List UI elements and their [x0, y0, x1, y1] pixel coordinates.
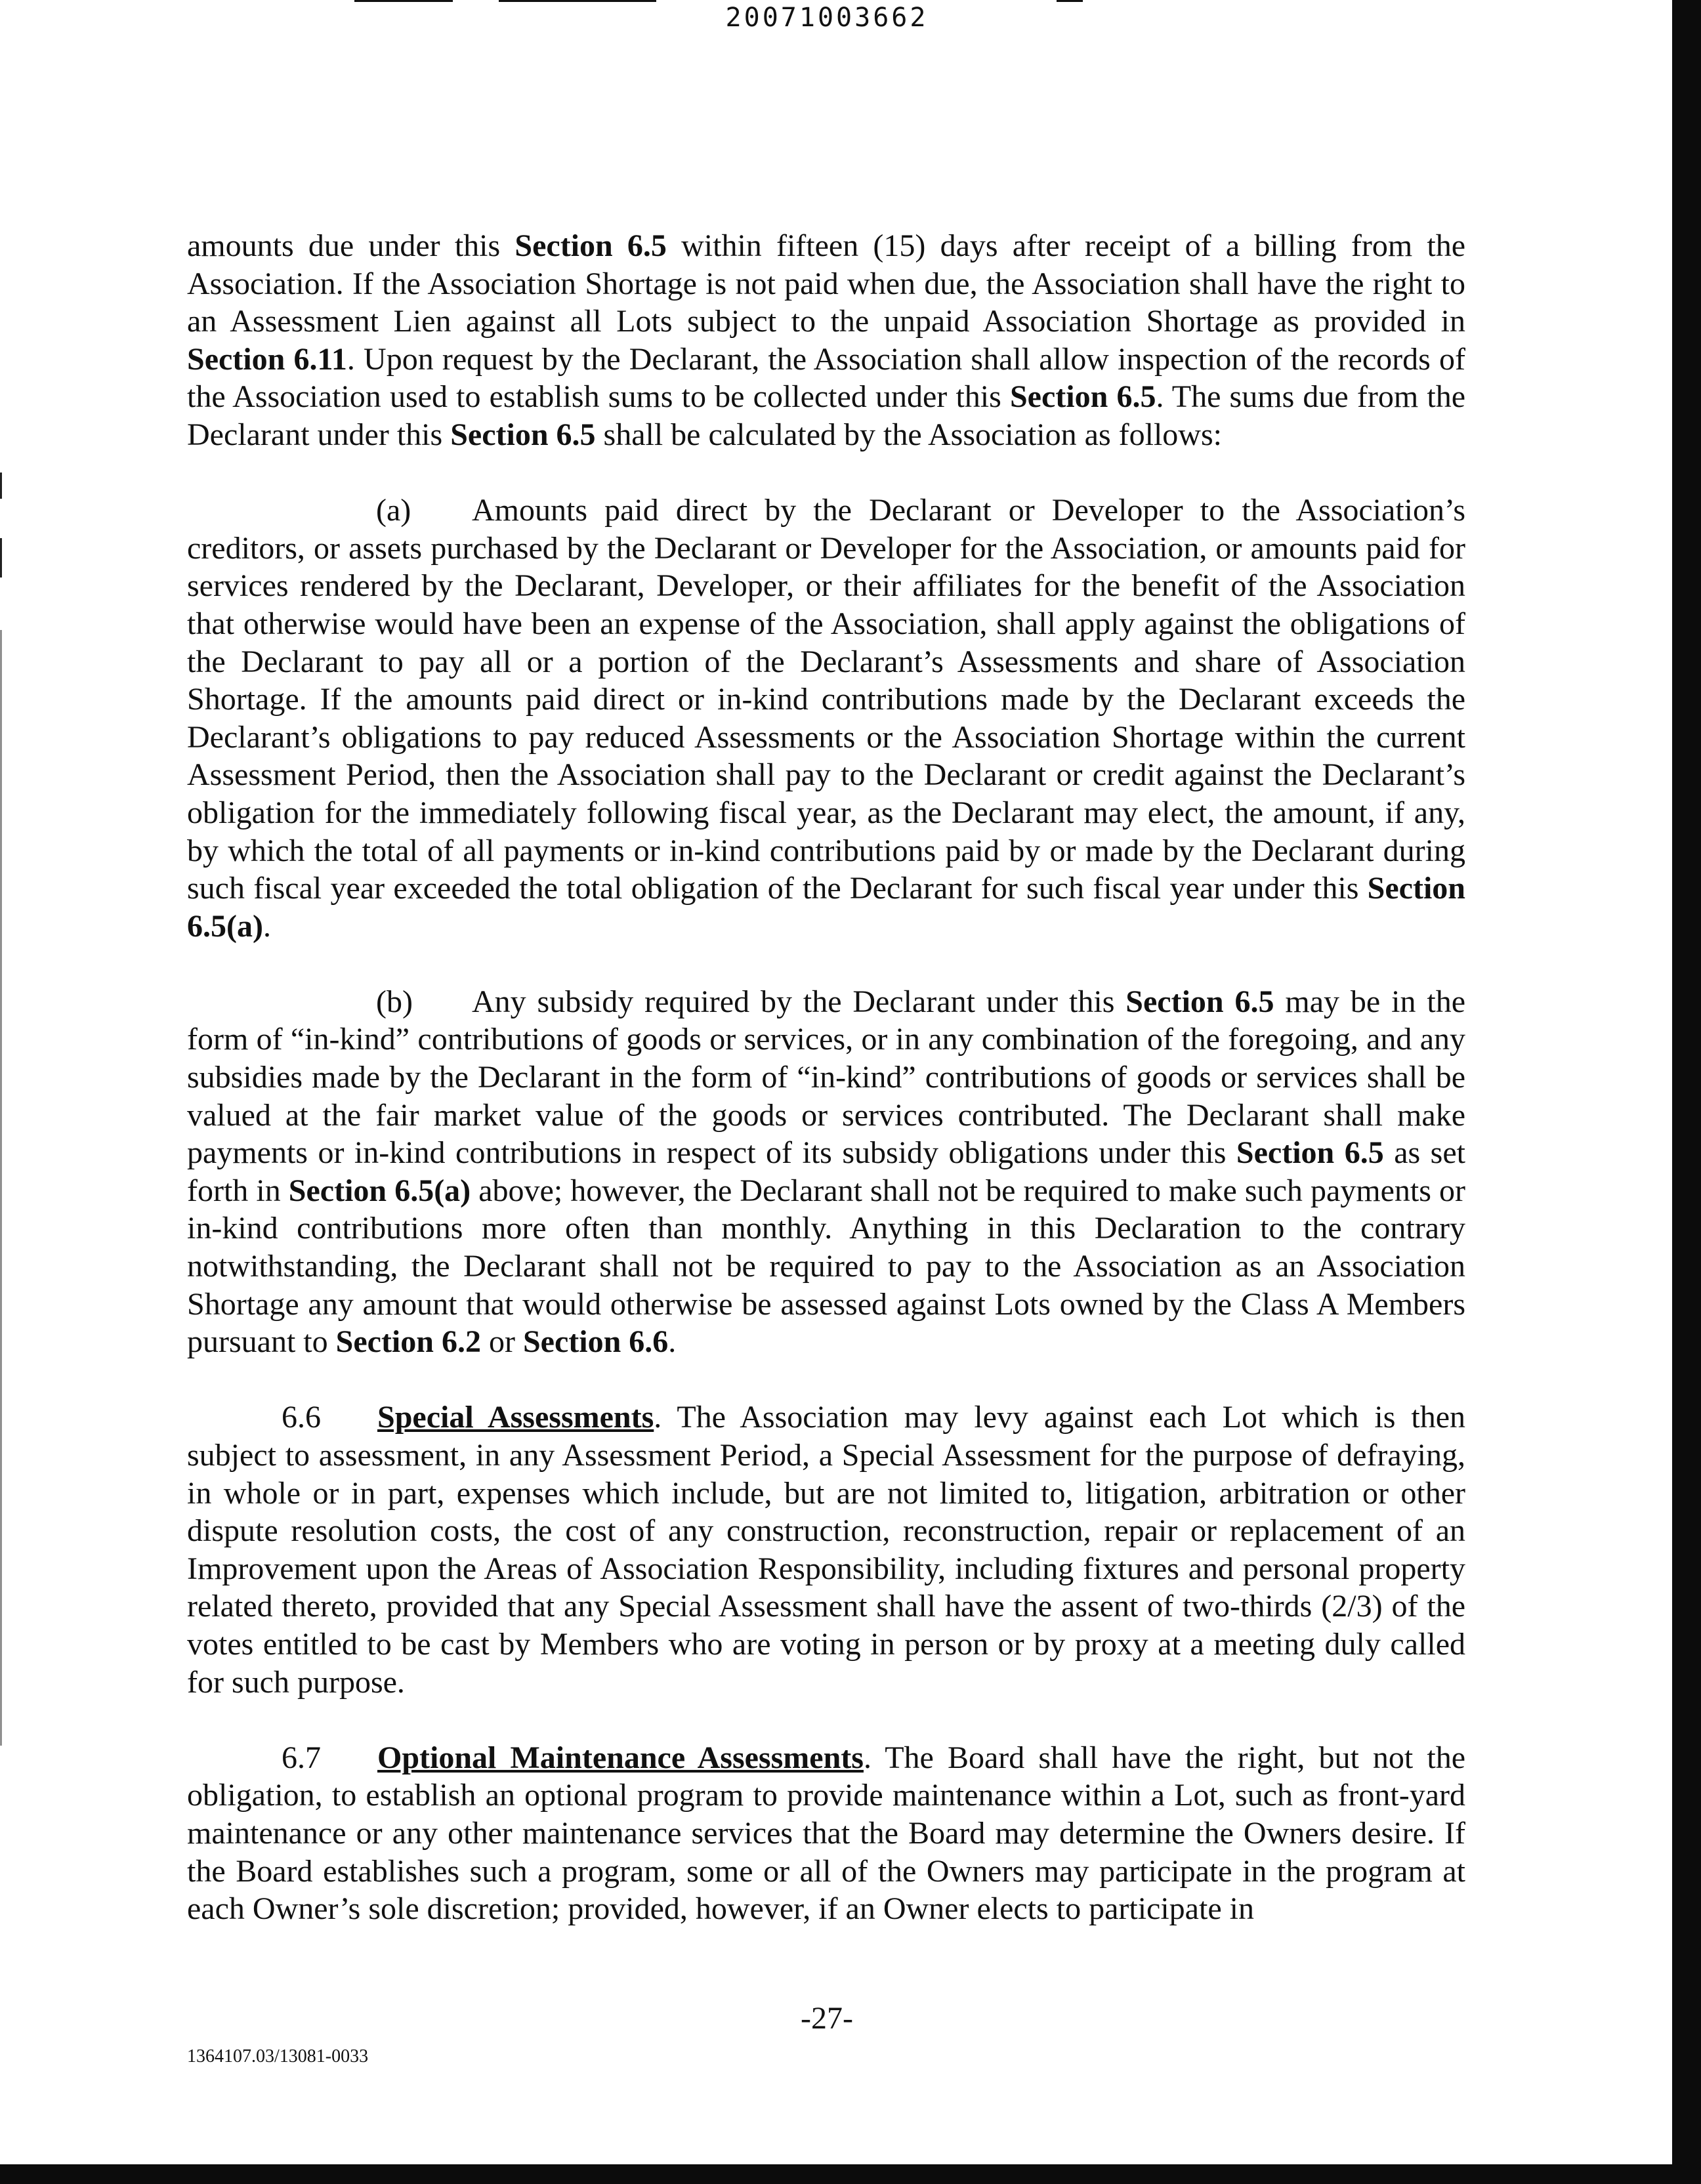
scan-bottom-border [0, 2164, 1701, 2184]
text-run: Any subsidy required by the Declarant under this [472, 984, 1126, 1019]
text-run: above; however, the Declarant shall not be required to make such payments or in-kind contributions more often than monthly. Anything in this Declaration to the contrary notwithstanding, the Declarant shall not be required to pay to the Association as an Association Shortage any amount that would otherwise be assessed against Lots owned by the Class A Members pursuant to [187, 1173, 1466, 1360]
section-reference: Section 6.5(a) [288, 1173, 471, 1208]
text-run: . [262, 908, 271, 944]
section-reference: Section 6.11 [187, 341, 347, 377]
scan-edge-mark [0, 472, 2, 499]
scan-artifact [499, 0, 656, 2]
section-reference: Section 6.6 [522, 1324, 669, 1360]
paragraph-b-text [187, 984, 1465, 1359]
section-6-7-number: 6.7 [282, 1740, 321, 1775]
section-6-6-heading: Special Assessments [377, 1400, 654, 1435]
section-reference: Section 6.5 [514, 228, 667, 263]
text-run: amounts due under this [187, 228, 515, 263]
section-reference: Section 6.5 [1125, 984, 1274, 1019]
section-6-7 [187, 1739, 1465, 1928]
section-reference: Section 6.5 [1009, 379, 1156, 415]
page-number: -27- [801, 2001, 853, 2036]
section-6-7-heading: Optional Maintenance Assessments [377, 1740, 864, 1775]
text-run: . The Board shall have the right, but not the obligation, to establish an optional program to provide maintenance within a Lot, such as front-yard maintenance or any other maintenance services that the Board may determine the Owners desire. If the Board establishes such a program, some or all of the Owners may participate in the program at each Owner’s sole discretion; provided, however, if an Owner elects to participate in [187, 1740, 1466, 1927]
section-reference: Section 6.2 [335, 1324, 481, 1360]
paragraph-a [187, 492, 1465, 945]
text-run: . The Association may levy against each Lot which is then subject to assessment, in any Assessment Period, a Special Assessment for the purpose of defraying, in whole or in part, expenses which include, but are not limited to, litigation, arbitration or other dispute resolution costs, the cost of any construction, reconstruction, repair or replacement of an Improvement upon the Areas of Association Responsibility, including fixtures and personal property related thereto, provided that any Special Assessment shall have the assent of two-thirds (2/3) of the votes entitled to be cast by Members who are voting in person or by proxy at a meeting duly called for such purpose. [187, 1400, 1465, 1700]
scan-artifact [1057, 0, 1083, 2]
recording-number: 20071003662 [725, 3, 929, 33]
text-run: . [668, 1324, 677, 1360]
text-run: shall be calculated by the Association as follows: [595, 417, 1222, 452]
text-run: within fifteen (15) days after receipt of a billing from the Association. If the Association Shortage is not paid when due, the Association shall have the right to an Assessment Lien against all Lots subject to the unpaid Association Shortage as provided in [187, 228, 1465, 339]
text-run: as set forth in [187, 1135, 1465, 1208]
scan-artifact [354, 0, 453, 2]
scan-edge-mark [0, 630, 2, 1746]
text-run: may be in the form of “in-kind” contributions of goods or services, or in any combination of the foregoing, and any subsidies made by the Declarant in the form of “in-kind” contributions of goods or services shall be valued at the fair market value of the goods or services contributed. The Declarant shall make payments or in-kind contributions in respect of its subsidy obligations under this [187, 984, 1466, 1171]
paragraph-a-label: (a) [376, 493, 411, 528]
scan-edge-mark [0, 538, 2, 578]
document-body [187, 227, 1465, 1965]
section-reference: Section 6.5 [1236, 1135, 1384, 1171]
text-run: . Upon request by the Declarant, the Association shall allow inspection of the records of the Association used to establish sums to be collected under this [187, 341, 1466, 415]
document-id: 1364107.03/13081-0033 [187, 2046, 369, 2067]
text-run: or [480, 1324, 523, 1360]
paragraph-b-label: (b) [376, 984, 413, 1019]
section-reference: Section 6.5 [450, 417, 596, 452]
paragraph-a-text [187, 493, 1465, 944]
paragraph-b [187, 983, 1465, 1361]
section-reference: Section 6.5(a) [187, 871, 1465, 944]
text-run: . The sums due from the Declarant under this [187, 379, 1466, 452]
text-run: Amounts paid direct by the Declarant or Developer to the Association’s creditors, or assets purchased by the Declarant or Developer for the Association, or amounts paid for services rendered by the Declarant, Developer, or their affiliates for the benefit of the Association that otherwise would have been an expense of the Association, shall apply against the obligations of the Declarant to pay all or a portion of the Declarant’s Assessments and share of Association Shortage. If the amounts paid direct or in-kind contributions made by the Declarant exceeds the Declarant’s obligations to pay reduced Assessments or the Association Shortage within the current Assessment Period, then the Association shall pay to the Declarant or credit against the Declarant’s obligation for the immediately following fiscal year, as the Declarant may elect, the amount, if any, by which the total of all payments or in-kind contributions paid by or made by the Declarant during such fiscal year exceeded the total obligation of the Declarant for such fiscal year under this [187, 493, 1465, 906]
section-6-6-text [187, 1400, 1465, 1699]
paragraph-intro [187, 227, 1465, 454]
section-6-6 [187, 1398, 1465, 1701]
scan-right-border [1672, 0, 1701, 2184]
section-6-6-number: 6.6 [282, 1400, 321, 1435]
